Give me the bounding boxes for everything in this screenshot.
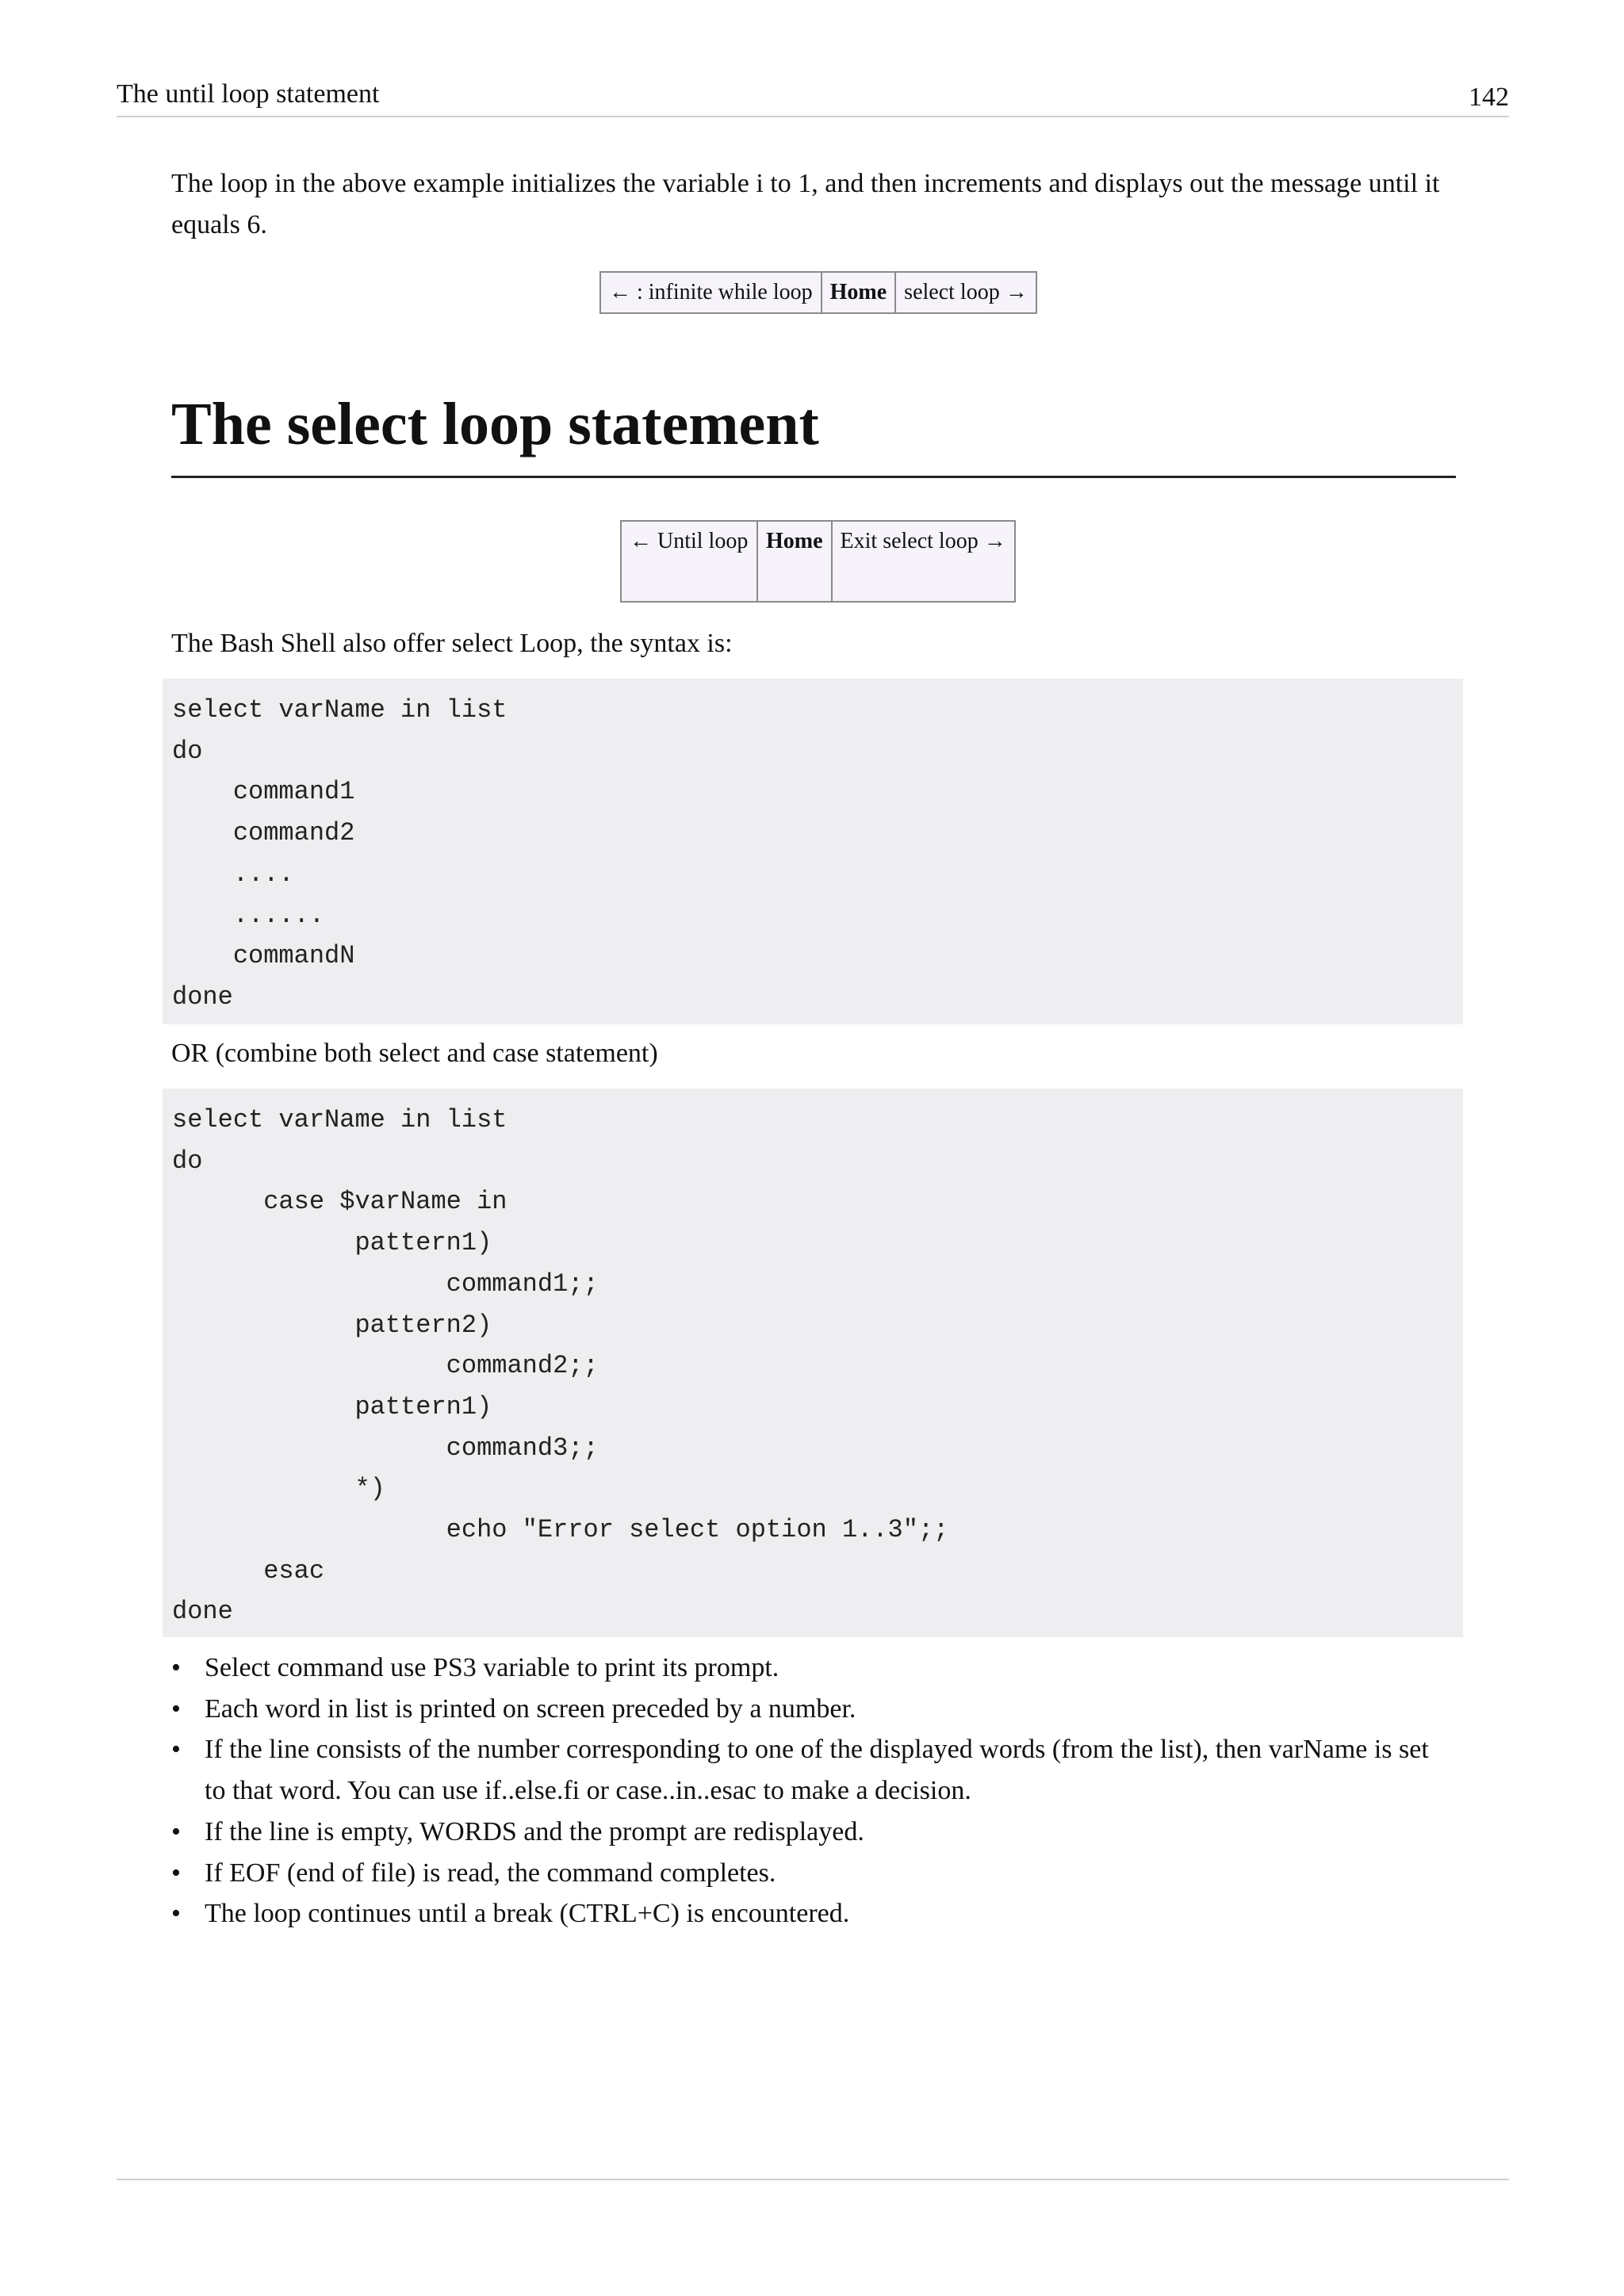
list-item: • If the line consists of the number corresponding to one of the displayed words (from the list), then varName is set to that word. You can use if..else.fi or case..in..esac to make a decision. <box>171 1729 1456 1811</box>
syntax-intro: The Bash Shell also offer select Loop, the syntax is: <box>171 629 733 658</box>
nav-next-link[interactable]: Exit select loop → <box>832 521 1015 602</box>
list-item: • The loop continues until a break (CTRL+C) is encountered. <box>171 1893 1456 1934</box>
nav-prev-link[interactable]: ← Until loop <box>621 521 757 602</box>
page-number: 142 <box>1469 82 1509 112</box>
bullet-list <box>171 1647 1456 1934</box>
list-item: • If EOF (end of file) is read, the command completes. <box>171 1853 1456 1894</box>
section-title: The select loop statement <box>171 381 1456 478</box>
intro-paragraph: The loop in the above example initializes the variable i to 1, and then increments and displays out the message until it equals 6. <box>171 169 1440 239</box>
nav-home-link[interactable]: Home <box>822 272 896 313</box>
nav-home-link[interactable]: Home <box>757 521 832 602</box>
list-item: • If the line is empty, WORDS and the prompt are redisplayed. <box>171 1812 1456 1853</box>
nav-next-link[interactable]: select loop → <box>895 272 1036 313</box>
nav-box-section <box>620 520 1016 603</box>
code-block-select-syntax: select varName in list do command1 command2 .... ...... commandN done <box>163 679 1463 1024</box>
footer-rule <box>117 2179 1509 2180</box>
code-block-select-case: select varName in list do case $varName in pattern1) command1;; pattern2) command2;; pattern1) command3;; *) echo "Error select option 1..3";; esac done <box>163 1089 1463 1637</box>
running-header-title: The until loop statement <box>117 79 380 109</box>
list-item: • Select command use PS3 variable to print its prompt. <box>171 1647 1456 1689</box>
nav-box-top <box>599 271 1037 314</box>
running-header <box>117 76 1509 117</box>
nav-prev-link[interactable]: ← : infinite while loop <box>600 272 822 313</box>
list-item: • Each word in list is printed on screen preceded by a number. <box>171 1689 1456 1730</box>
or-text: OR (combine both select and case statement) <box>171 1039 658 1068</box>
